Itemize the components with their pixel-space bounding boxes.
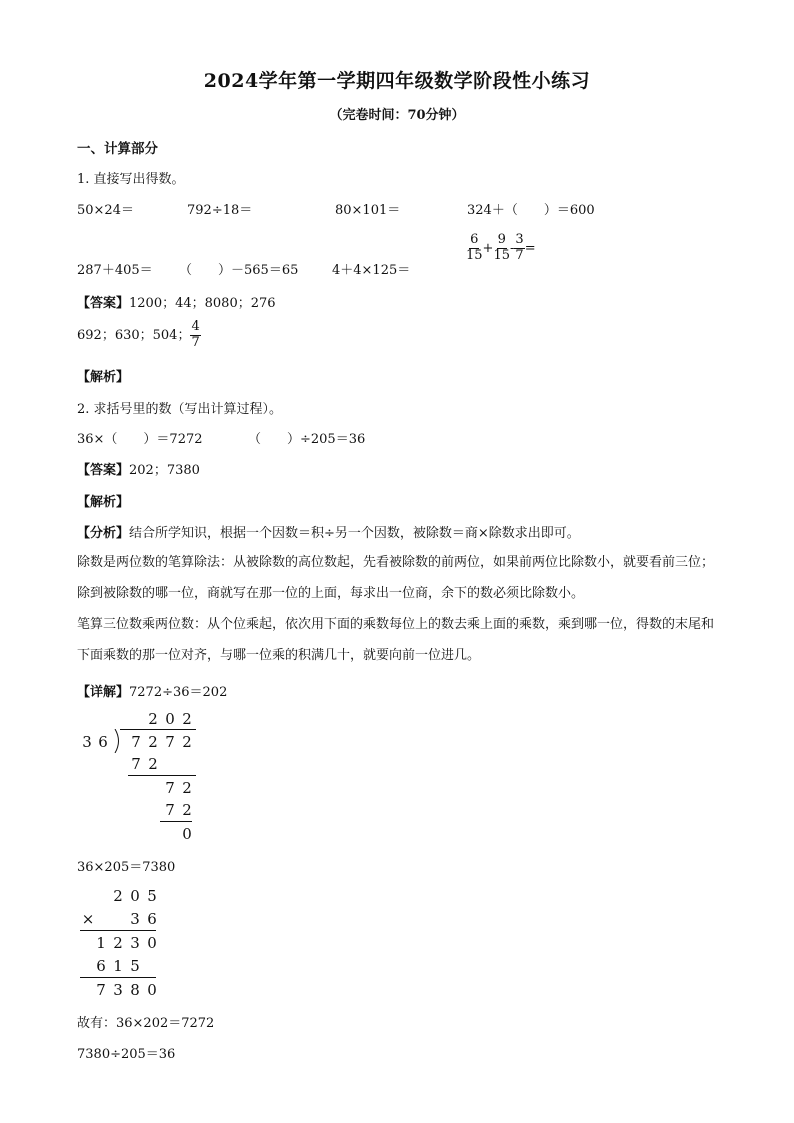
partial-digit: 1: [113, 957, 123, 975]
partial-digit: 3: [130, 934, 140, 952]
page-title: 2024学年第一学期四年级数学阶段性小练习: [203, 70, 591, 92]
detail-tag: 【详解】: [77, 685, 130, 700]
fraction-denominator: 7: [191, 334, 200, 350]
detail-text: 7272÷36＝202: [129, 685, 228, 700]
fraction-numerator: 6: [470, 232, 479, 247]
fraction: [466, 233, 483, 264]
multiplicand-digit: 0: [130, 887, 140, 905]
q2-stem: 2. 求括号里的数（写出计算过程）。: [77, 402, 283, 417]
answer-tag: 【答案】: [77, 463, 130, 478]
multiplier-digit: 3: [130, 910, 140, 928]
q2-item-2: （ ）÷205＝36: [248, 432, 366, 447]
multiplicand-digit: 2: [113, 887, 123, 905]
answer-text: 692；630；504；: [77, 327, 191, 343]
q2-analysis: [77, 522, 580, 541]
partial-digit: 6: [96, 957, 106, 975]
dividend-digit: 2: [148, 733, 158, 751]
quotient-digit: 0: [165, 710, 175, 728]
times-sign: ×: [81, 910, 95, 928]
answer-tag: 【答案】: [77, 296, 130, 311]
q2-item-1: 36×（ ）＝7272: [77, 432, 203, 447]
dividend-digit: 7: [131, 733, 141, 751]
explanation-paragraph: 笔算三位数乘两位数：从个位乘起，依次用下面的乘数每位上的数去乘上面的乘数，乘到哪一位，得数的末尾和下面乘数的那一位对齐，与哪一位乘的积满几十，就要向前一位进几。: [77, 617, 715, 663]
division-line: [160, 821, 192, 822]
partial-digit: 5: [130, 957, 140, 975]
analysis-head: 【分析】: [77, 526, 130, 541]
fraction-numerator: 9: [497, 232, 506, 247]
product-digit: 3: [113, 981, 123, 999]
operator: -: [510, 240, 515, 256]
step-digit: 7: [131, 755, 141, 773]
q1-stem: 1. 直接写出得数。: [77, 172, 185, 187]
fraction-denominator: 15: [466, 247, 483, 263]
partial-digit: 1: [96, 934, 106, 952]
division-bar: [120, 729, 196, 730]
division-bracket: [113, 729, 123, 753]
partial-digit: 2: [113, 934, 123, 952]
divisor-digit: 6: [98, 733, 108, 751]
answer-fraction: [190, 320, 200, 351]
detail-line: [77, 681, 227, 700]
step-digit: 7: [165, 801, 175, 819]
fraction-numerator: 3: [515, 232, 524, 247]
fraction-denominator: 15: [493, 247, 510, 263]
equals-sign: =: [524, 240, 536, 256]
quotient-digit: 2: [182, 710, 192, 728]
q1-item-7: 4＋4×125＝: [332, 263, 411, 278]
analysis-text: 结合所学知识，根据一个因数＝积÷另一个因数，被除数＝商×除数求出即可。: [129, 526, 580, 541]
q1-analysis-tag: 【解析】: [77, 370, 130, 385]
page-subtitle: （完卷时间：70分钟）: [329, 108, 465, 123]
answer-text: 1200；44；8080；276: [129, 296, 276, 311]
step-digit: 2: [182, 779, 192, 797]
q1-answer-line2: [77, 320, 201, 351]
multiplication-line: [80, 930, 156, 931]
explanation-paragraph: 除数是两位数的笔算除法：从被除数的高位数起，先看被除数的前两位，如果前两位比除数小，就要看前三位；除到被除数的哪一位，商就写在那一位的上面，每求出一位商，余下的数必须比除数小。: [77, 555, 715, 601]
multiplicand-digit: 5: [147, 887, 157, 905]
divisor-digit: 3: [82, 733, 92, 751]
division-line: [128, 775, 196, 776]
dividend-digit: 7: [165, 733, 175, 751]
q1-fraction-expression: [466, 233, 536, 264]
step-digit: 7: [165, 779, 175, 797]
q1-answer: [77, 292, 276, 311]
remainder-digit: 0: [182, 825, 192, 843]
step-digit: 2: [148, 755, 158, 773]
multiplication-line: [80, 977, 156, 978]
q2-answer: [77, 459, 200, 478]
q1-item-6: （ ）－565＝65: [179, 263, 299, 278]
dividend-digit: 2: [182, 733, 192, 751]
product-digit: 0: [147, 981, 157, 999]
conclusion-line: 7380÷205＝36: [77, 1047, 176, 1062]
fraction: [493, 233, 510, 264]
q1-item-2: 792÷18＝: [187, 203, 253, 218]
product-digit: 7: [96, 981, 106, 999]
detail-text: 36×205＝7380: [77, 860, 176, 875]
answer-text: 202；7380: [129, 463, 200, 478]
operator: +: [482, 240, 494, 256]
quotient-digit: 2: [148, 710, 158, 728]
q2-analysis-tag: 【解析】: [77, 495, 130, 510]
fraction: [514, 233, 524, 264]
partial-digit: 0: [147, 934, 157, 952]
q1-item-3: 80×101＝: [335, 203, 401, 218]
q1-item-4: 324＋（ ）＝600: [467, 203, 595, 218]
q1-item-5: 287＋405＝: [77, 263, 153, 278]
conclusion-line: 故有：36×202＝7272: [77, 1016, 215, 1031]
fraction-denominator: 7: [515, 247, 524, 263]
q1-item-1: 50×24＝: [77, 203, 134, 218]
step-digit: 2: [182, 801, 192, 819]
product-digit: 8: [130, 981, 140, 999]
fraction-numerator: 4: [191, 319, 200, 334]
section-heading: 一、计算部分: [77, 141, 158, 157]
multiplier-digit: 6: [147, 910, 157, 928]
